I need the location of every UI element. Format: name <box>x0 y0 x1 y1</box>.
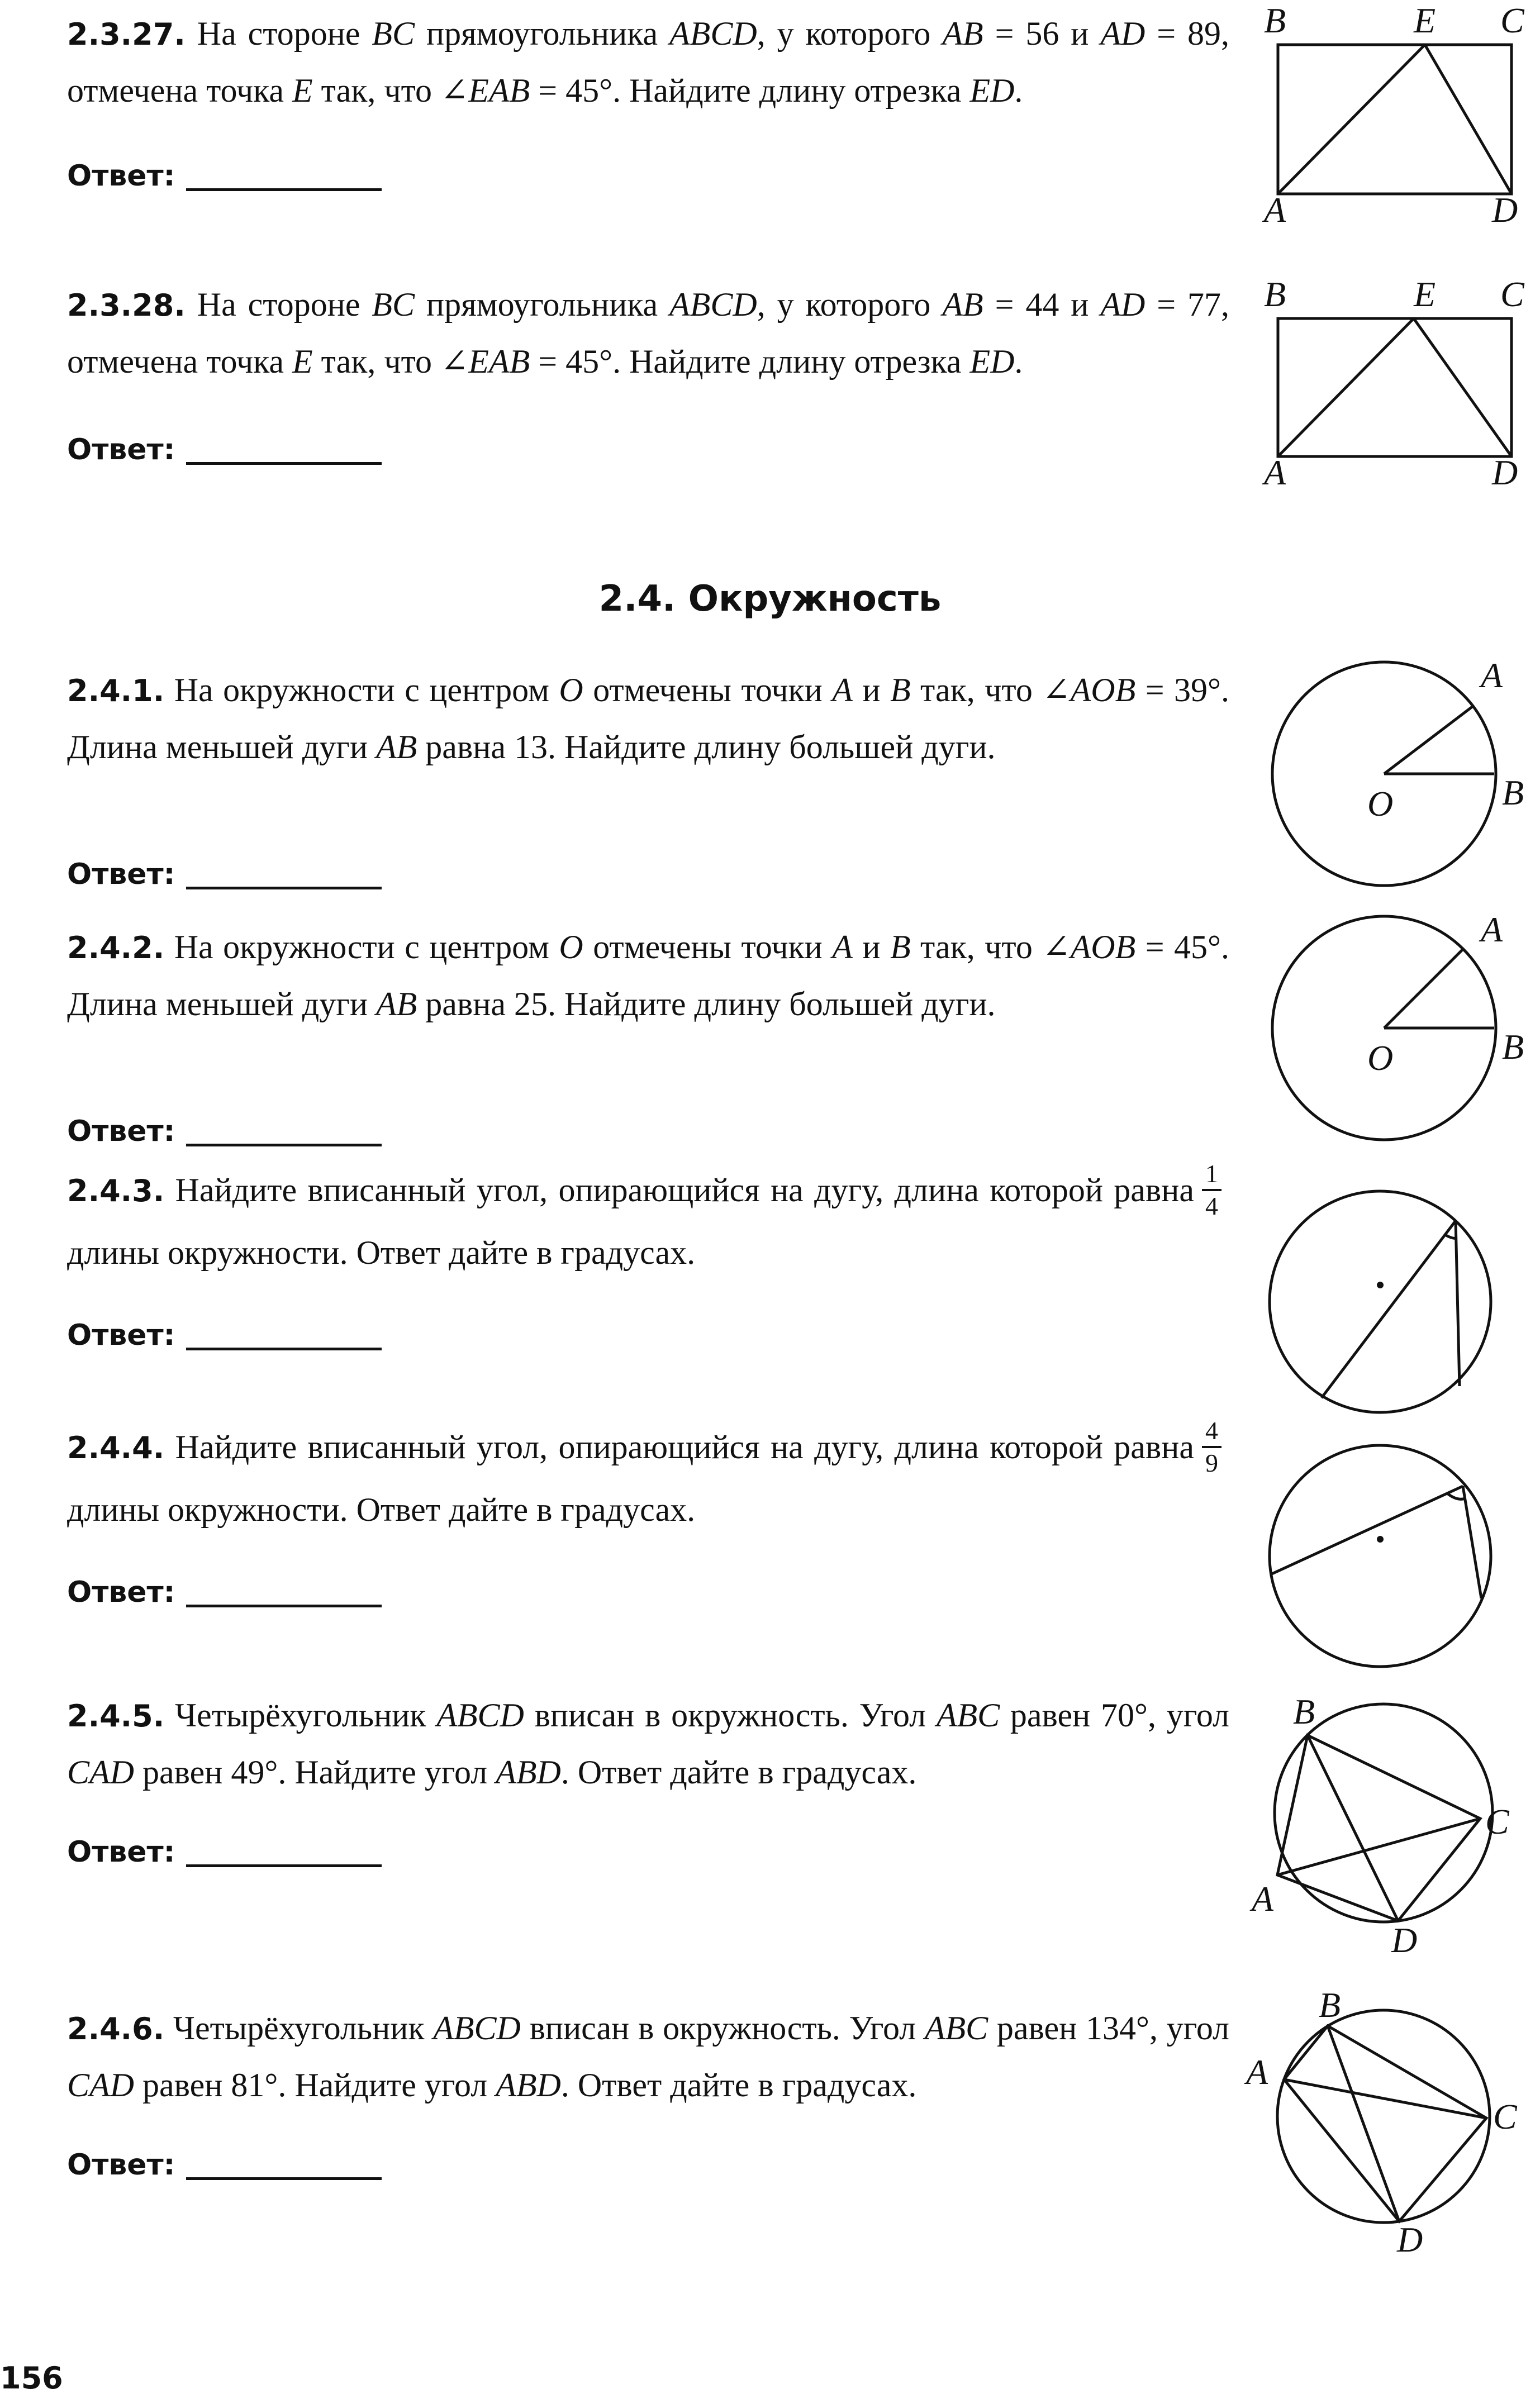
inscribed-angle-figure-2-4-4 <box>1263 1439 1498 1673</box>
text-fragment: На окружности с центром <box>164 672 559 708</box>
math-symbol: AB <box>942 15 983 52</box>
text-fragment: . <box>1014 72 1023 109</box>
answer-line[interactable] <box>186 1348 382 1350</box>
text-fragment: На стороне <box>185 286 372 323</box>
problem-number: 2.4.2. <box>67 930 165 965</box>
vertex-label-a: A <box>1264 453 1286 492</box>
page-number: 156 <box>0 2361 63 2396</box>
segment-ed <box>1414 318 1512 456</box>
section-title: 2.4. Окружность <box>598 578 942 620</box>
math-symbol: ABD <box>496 1754 561 1791</box>
text-fragment: Четырёхугольник <box>164 2010 434 2047</box>
answer-field <box>67 2148 382 2182</box>
math-symbol: CAD <box>67 2067 134 2104</box>
answer-label: Ответ: <box>67 1835 175 1869</box>
text-fragment: = 89, отмечена точка <box>67 15 1229 109</box>
vertex-label-d: D <box>1492 190 1518 230</box>
math-symbol: ABCD <box>669 15 757 52</box>
fraction-numerator: 1 <box>1202 1159 1221 1191</box>
answer-label: Ответ: <box>67 1319 175 1352</box>
text-fragment: и <box>852 672 890 708</box>
text-fragment: отмечены точки <box>583 672 833 708</box>
diagonal-ac <box>1277 1819 1480 1875</box>
math-symbol: O <box>559 929 583 965</box>
diagonal-ac <box>1284 2079 1486 2118</box>
chord <box>1456 1221 1460 1386</box>
vertex-label-d: D <box>1492 453 1518 492</box>
answer-field <box>67 1319 382 1352</box>
problem-2-4-4 <box>0 1416 1229 1538</box>
problem-number: 2.4.4. <box>67 1430 165 1465</box>
vertex-label-c: C <box>1500 274 1524 314</box>
problem-text <box>0 1687 1229 1800</box>
answer-label: Ответ: <box>67 433 175 467</box>
point-label-o: O <box>1367 784 1394 824</box>
text-fragment: равна 13. Найдите длину большей дуги. <box>417 729 996 765</box>
rectangle-figure-2-3-27 <box>1252 0 1540 235</box>
math-symbol: ABCD <box>433 2010 521 2047</box>
math-symbol: E <box>292 343 313 380</box>
text-fragment: вписан в окружность. Угол <box>524 1697 937 1734</box>
vertex-label-c: C <box>1485 1802 1509 1841</box>
segment-ed <box>1425 45 1512 194</box>
vertex-label-b: B <box>1293 1692 1315 1731</box>
vertex-label-e: E <box>1414 274 1436 314</box>
text-fragment: , у которого <box>757 286 943 323</box>
text-fragment: равен 49°. Найдите угол <box>134 1754 496 1791</box>
point-label-b: B <box>1502 1027 1524 1067</box>
math-symbol: O <box>559 672 583 708</box>
fraction-denominator: 9 <box>1205 1449 1218 1478</box>
problem-2-4-6 <box>0 2000 1229 2113</box>
text-fragment: так, что <box>312 72 441 109</box>
problem-number: 2.4.1. <box>67 673 165 708</box>
center-point <box>1377 1536 1384 1543</box>
answer-line[interactable] <box>186 1605 382 1607</box>
point-label-o: O <box>1367 1038 1394 1078</box>
vertex-label-a: A <box>1264 190 1286 230</box>
answer-field <box>67 159 382 193</box>
answer-field <box>67 433 382 467</box>
math-symbol: ∠EAB <box>440 72 530 109</box>
math-symbol: ∠EAB <box>440 343 530 380</box>
problem-text <box>0 277 1229 389</box>
problem-2-4-3 <box>0 1159 1229 1281</box>
text-fragment: равен 134°, угол <box>988 2010 1229 2047</box>
answer-line[interactable] <box>186 2177 382 2180</box>
fraction <box>1202 1159 1221 1221</box>
point-label-b: B <box>1502 773 1524 812</box>
text-fragment: прямоугольника <box>415 15 670 52</box>
text-fragment: = 39°. Длина меньшей дуги <box>67 672 1230 765</box>
problem-text <box>0 6 1229 118</box>
circle <box>1270 1445 1491 1667</box>
math-symbol: ABCD <box>669 286 757 323</box>
text-fragment: = 45°. Длина меньшей дуги <box>67 929 1230 1022</box>
rectangle-abcd <box>1278 45 1512 194</box>
problem-2-4-5 <box>0 1687 1229 1800</box>
vertex-label-a: A <box>1252 1879 1274 1919</box>
vertex-label-e: E <box>1414 1 1436 40</box>
text-fragment: Четырёхугольник <box>164 1697 437 1734</box>
text-fragment: = 45°. Найдите длину отрезка <box>530 72 970 109</box>
math-symbol: ABD <box>496 2067 561 2104</box>
segment-ae <box>1278 45 1425 194</box>
text-fragment: = 45°. Найдите длину отрезка <box>530 343 970 380</box>
math-symbol: BC <box>372 15 415 52</box>
problem-text <box>0 1159 1229 1281</box>
point-label-a: A <box>1481 655 1503 695</box>
math-symbol: ED <box>969 343 1015 380</box>
radius-oa <box>1384 949 1463 1028</box>
math-symbol: ABC <box>924 2010 988 2047</box>
math-symbol: AD <box>1100 286 1146 323</box>
text-fragment: и <box>852 929 890 965</box>
text-fragment: На окружности с центром <box>164 929 559 965</box>
text-fragment: . Ответ дайте в градусах. <box>560 2067 917 2104</box>
answer-label: Ответ: <box>67 2148 175 2182</box>
answer-label: Ответ: <box>67 858 175 891</box>
math-symbol: ED <box>969 72 1015 109</box>
radius-oa <box>1384 706 1473 774</box>
vertex-label-d: D <box>1391 1920 1418 1960</box>
math-symbol: B <box>890 672 911 708</box>
answer-label: Ответ: <box>67 1115 175 1148</box>
problem-text <box>0 662 1229 775</box>
math-symbol: A <box>832 672 853 708</box>
math-symbol: E <box>292 72 313 109</box>
math-symbol: AB <box>376 986 417 1022</box>
text-fragment: так, что <box>312 343 441 380</box>
fraction <box>1202 1416 1221 1478</box>
text-fragment: вписан в окружность. Угол <box>520 2010 925 2047</box>
chord <box>1322 1221 1456 1398</box>
problem-2-4-1 <box>0 662 1229 775</box>
chord <box>1271 1486 1463 1574</box>
vertex-label-c: C <box>1500 1 1524 40</box>
text-fragment: равен 70°, угол <box>1000 1697 1229 1734</box>
math-symbol: ABCD <box>436 1697 524 1734</box>
inscribed-angle-figure-2-4-3 <box>1263 1184 1498 1419</box>
text-fragment: = 44 и <box>983 286 1101 323</box>
math-symbol: ABC <box>936 1697 1000 1734</box>
vertex-label-a: A <box>1246 2052 1268 2092</box>
circle-figure-2-4-2 <box>1252 908 1540 1154</box>
vertex-label-c: C <box>1493 2097 1517 2136</box>
segment-ae <box>1278 318 1414 456</box>
point-label-a: A <box>1481 910 1503 949</box>
text-fragment: равен 81°. Найдите угол <box>134 2067 496 2104</box>
vertex-label-b: B <box>1264 274 1286 314</box>
text-fragment: = 77, отмечена точка <box>67 286 1229 380</box>
answer-field <box>67 858 382 891</box>
answer-label: Ответ: <box>67 1576 175 1609</box>
answer-line[interactable] <box>186 887 382 889</box>
math-symbol: AB <box>942 286 983 323</box>
vertex-label-d: D <box>1397 2220 1423 2259</box>
answer-label: Ответ: <box>67 159 175 193</box>
answer-line[interactable] <box>186 1144 382 1146</box>
text-fragment: так, что <box>910 672 1043 708</box>
math-symbol: ∠AOB <box>1042 929 1136 965</box>
answer-line[interactable] <box>186 188 382 191</box>
text-fragment: отмечены точки <box>583 929 833 965</box>
inscribed-quadrilateral-figure-2-4-6 <box>1240 1985 1540 2259</box>
angle-arc <box>1447 1493 1465 1499</box>
text-fragment: . <box>1014 343 1023 380</box>
rectangle-figure-2-3-28 <box>1252 274 1540 508</box>
text-fragment: На стороне <box>185 15 372 52</box>
diagonal-bd <box>1328 2026 1399 2221</box>
text-fragment: длины окружности. Ответ дайте в градусах. <box>67 1491 696 1529</box>
math-symbol: BC <box>372 286 415 323</box>
text-fragment: равна 25. Найдите длину большей дуги. <box>417 986 996 1022</box>
answer-field <box>67 1115 382 1148</box>
text-fragment: длины окружности. Ответ дайте в градусах. <box>67 1234 696 1272</box>
center-point <box>1377 1282 1384 1288</box>
problem-number: 2.4.5. <box>67 1698 165 1734</box>
problem-2-3-27 <box>0 6 1229 118</box>
answer-line[interactable] <box>186 462 382 465</box>
circle-figure-2-4-1 <box>1252 654 1540 900</box>
problem-number: 2.3.27. <box>67 17 186 52</box>
answer-field <box>67 1835 382 1869</box>
problem-text <box>0 1416 1229 1538</box>
text-fragment: . Ответ дайте в градусах. <box>560 1754 917 1791</box>
fraction-denominator: 4 <box>1205 1192 1218 1221</box>
math-symbol: ∠AOB <box>1042 672 1136 708</box>
text-fragment: Найдите вписанный угол, опирающийся на дугу, длина которой равна <box>164 1172 1194 1208</box>
math-symbol: A <box>832 929 853 965</box>
math-symbol: B <box>890 929 911 965</box>
answer-field <box>67 1576 382 1609</box>
vertex-label-b: B <box>1319 1985 1341 2025</box>
math-symbol: AD <box>1100 15 1146 52</box>
math-symbol: AB <box>376 729 417 765</box>
problem-number: 2.4.3. <box>67 1173 165 1208</box>
problem-text <box>0 2000 1229 2113</box>
problem-text <box>0 919 1229 1032</box>
problem-number: 2.4.6. <box>67 2011 165 2047</box>
math-symbol: CAD <box>67 1754 134 1791</box>
circle <box>1277 2010 1490 2223</box>
vertex-label-b: B <box>1264 1 1286 40</box>
fraction-numerator: 4 <box>1202 1416 1221 1448</box>
inscribed-quadrilateral-figure-2-4-5 <box>1240 1687 1540 1960</box>
problem-2-4-2 <box>0 919 1229 1032</box>
text-fragment: , у которого <box>757 15 943 52</box>
text-fragment: прямоугольника <box>415 286 670 323</box>
answer-line[interactable] <box>186 1864 382 1867</box>
text-fragment: Найдите вписанный угол, опирающийся на дугу, длина которой равна <box>164 1429 1194 1465</box>
text-fragment: = 56 и <box>983 15 1101 52</box>
text-fragment: так, что <box>910 929 1043 965</box>
problem-2-3-28 <box>0 277 1229 389</box>
problem-number: 2.3.28. <box>67 288 186 323</box>
